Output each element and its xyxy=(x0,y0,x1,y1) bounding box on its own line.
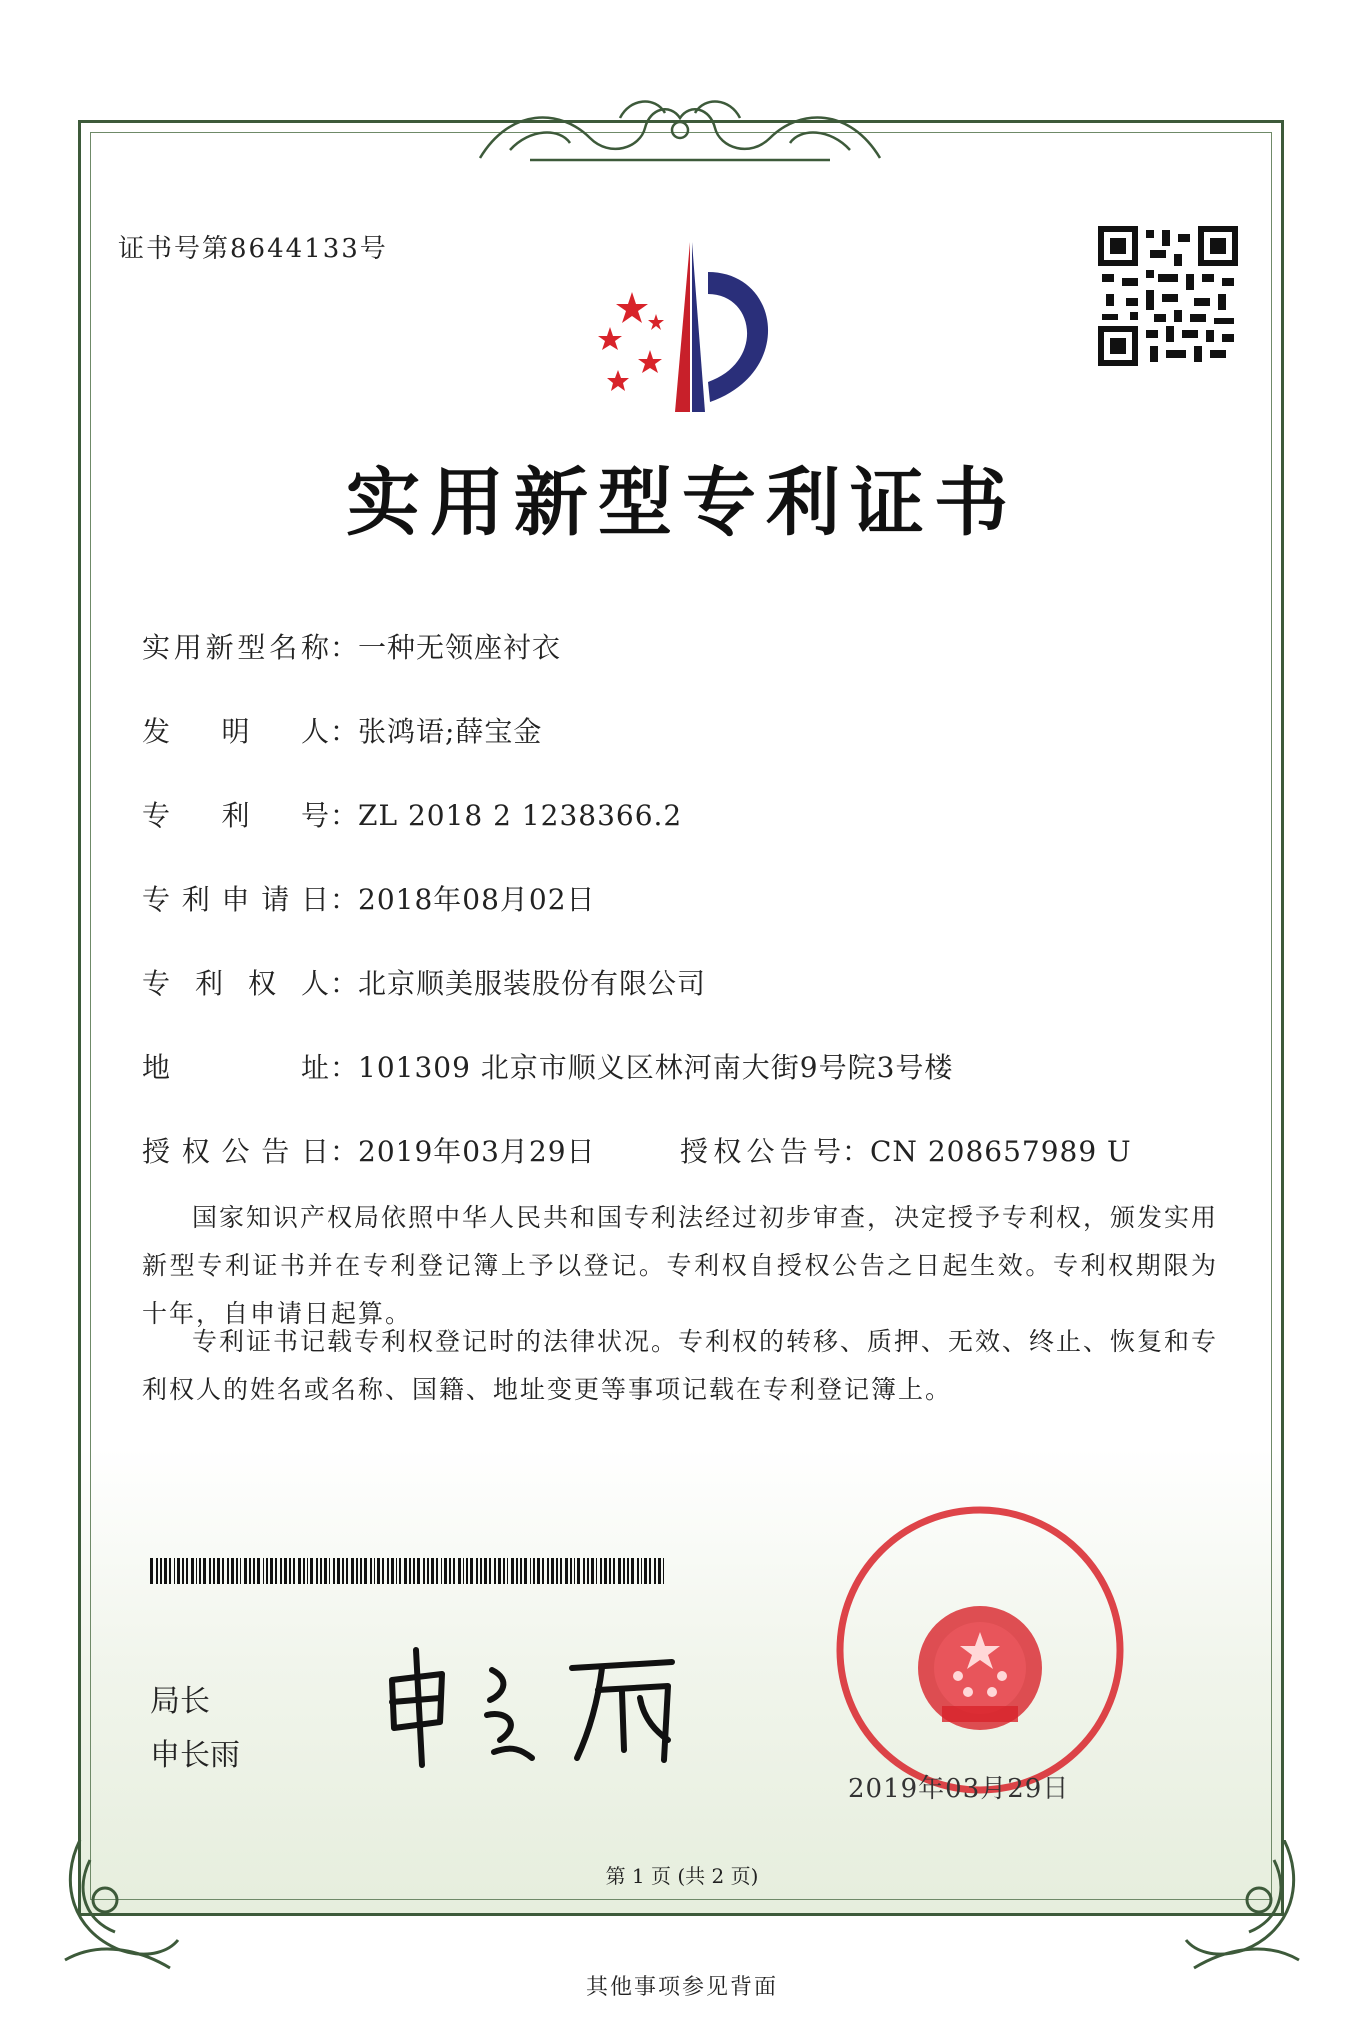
field-value: CN 208657989 U xyxy=(870,1135,1132,1168)
director-signature-icon xyxy=(372,1640,692,1770)
field-application-date xyxy=(142,878,596,918)
barcode-icon xyxy=(150,1558,670,1584)
field-label: 授权公告日 xyxy=(142,1135,330,1168)
certificate-number: 证书号第8644133号 xyxy=(118,234,388,264)
field-colon: ： xyxy=(330,1135,360,1168)
field-address xyxy=(142,1046,953,1086)
field-inventors xyxy=(142,710,542,750)
field-label: 授权公告号 xyxy=(680,1135,842,1168)
footer-note: 其他事项参见背面 xyxy=(585,1975,778,2000)
field-value: 2018年08月02日 xyxy=(358,883,596,916)
field-colon: ： xyxy=(330,715,360,748)
field-colon: ： xyxy=(330,631,360,664)
field-value: ZL 2018 2 1238366.2 xyxy=(358,799,683,832)
field-utility-model-name xyxy=(142,626,561,666)
field-colon: ： xyxy=(330,799,360,832)
issue-date: 2019年03月29日 xyxy=(848,1774,1070,1804)
field-label: 发明人 xyxy=(142,715,330,748)
field-patentee xyxy=(142,962,706,1002)
qr-code-icon xyxy=(1098,226,1238,366)
field-patent-number xyxy=(142,794,682,834)
field-value: 101309 北京市顺义区林河南大街9号院3号楼 xyxy=(358,1051,954,1084)
field-colon: ： xyxy=(330,967,360,1000)
field-label: 地址 xyxy=(142,1051,330,1084)
field-grant-number xyxy=(680,1130,1132,1170)
field-value: 一种无领座衬衣 xyxy=(358,631,562,664)
legal-status-paragraph: 专利证书记载专利权登记时的法律状况。专利权的转移、质押、无效、终止、恢复和专利权人的姓名或名称、国籍、地址变更等事项记载在专利登记簿上。 xyxy=(142,1327,1219,1404)
official-seal-icon xyxy=(830,1500,1130,1800)
field-colon: ： xyxy=(330,1051,360,1084)
field-label: 专利申请日 xyxy=(142,883,330,916)
field-label: 专利权人 xyxy=(142,967,330,1000)
statement-paragraph: 国家知识产权局依照中华人民共和国专利法经过初步审查，决定授予专利权，颁发实用新型专利证书并在专利登记簿上予以登记。专利权自授权公告之日起生效。专利权期限为十年，自申请日起算。 xyxy=(142,1203,1219,1328)
director-role: 局长 xyxy=(150,1684,210,1719)
field-grant-date xyxy=(142,1130,596,1170)
field-value: 张鸿语;薛宝金 xyxy=(358,715,543,748)
director-name: 申长雨 xyxy=(150,1738,240,1773)
field-value: 2019年03月29日 xyxy=(358,1135,596,1168)
top-ornament-icon xyxy=(470,88,890,168)
field-label: 专利号 xyxy=(142,799,330,832)
field-value: 北京顺美服装股份有限公司 xyxy=(358,967,707,1000)
field-colon: ： xyxy=(330,883,360,916)
page-indicator: 第 1 页 (共 2 页) xyxy=(605,1864,759,1888)
field-label: 实用新型名称 xyxy=(142,631,330,664)
patent-office-logo-icon xyxy=(580,232,800,422)
field-colon: ： xyxy=(842,1135,872,1168)
certificate-title: 实用新型专利证书 xyxy=(346,460,1018,546)
